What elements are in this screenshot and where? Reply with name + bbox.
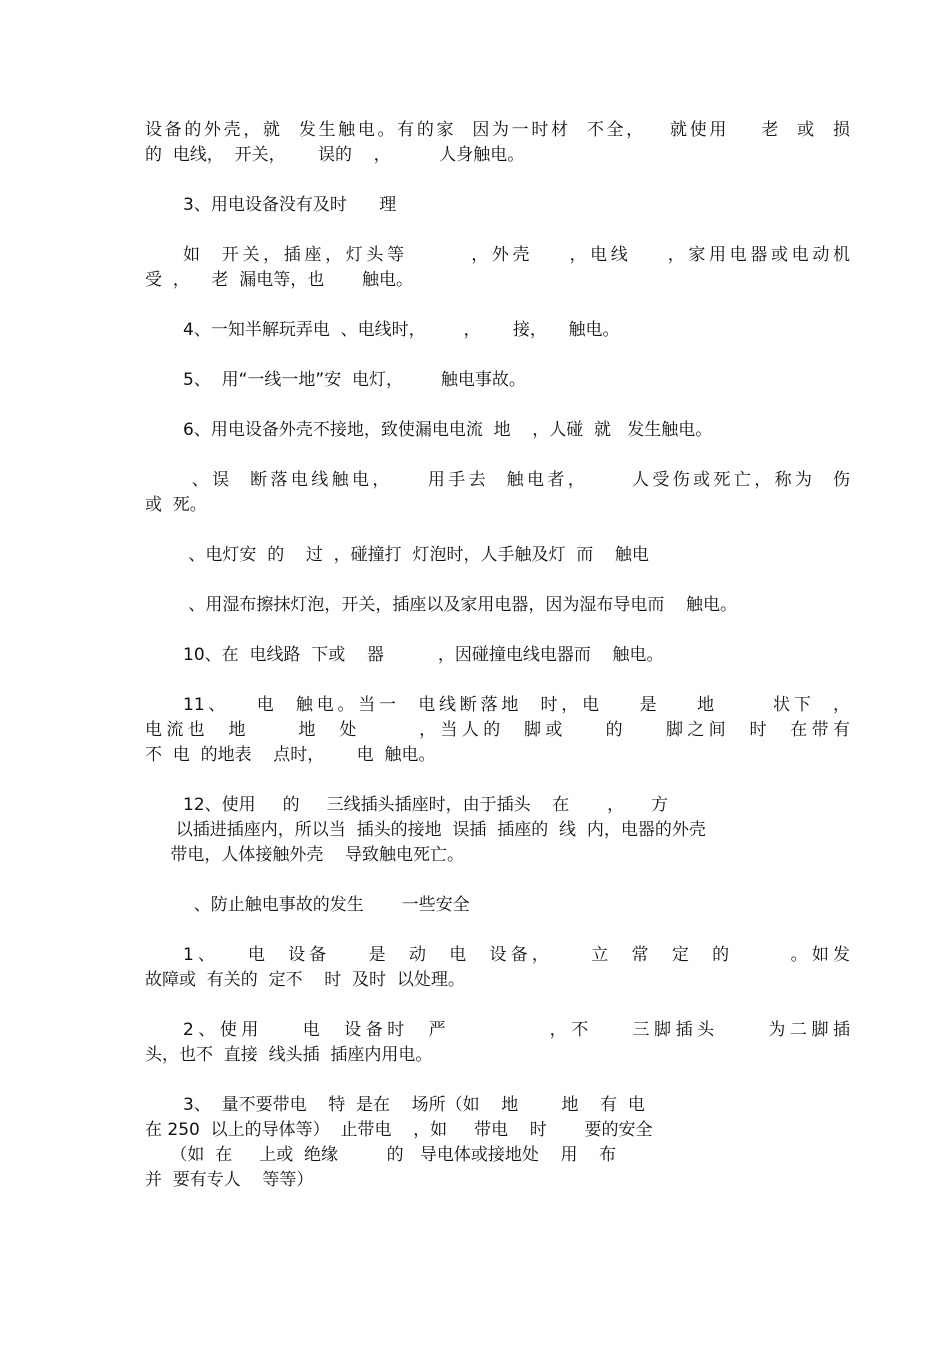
text-line: 设备的外壳，就 发生触电。有的家 因为一时材 不全， 就使用 老 或 损 [145,120,850,140]
text-line: 1、 电 设备 是 动 电 设备， 立 常 定 的 。如发 [183,945,850,965]
text-line: 3、用电设备没有及时 理 [183,195,397,215]
text-line: 并 要有专人 等等） [145,1170,314,1190]
paragraph-item-10 [145,643,850,668]
text-line: 如 开关，插座，灯头等 ，外壳 ，电线 ，家用电器或电动机 [183,245,850,265]
text-line: 5、 用“一线一地”安 电灯， 触电事故。 [183,370,526,390]
document-page [145,118,850,1193]
paragraph-item-11 [145,693,850,768]
text-line: 3、 量不要带电 特 是在 场所（如 地 地 有 电 [183,1095,645,1115]
text-line: 受 ， 老 漏电等，也 触电。 [145,270,414,290]
text-line: 11、 电 触电。当一 电线断落地 时，电 是 地 状下 ， [183,695,850,715]
paragraph-item-3 [145,193,850,218]
text-line: 、误 断落电线触电， 用手去 触电者， 人受伤或死亡，称为 伤 [183,470,850,490]
paragraph-rule-2 [145,1018,850,1068]
text-line: （如 在 上或 绝缘 的 导电体或接地处 用 布 [165,1145,617,1165]
text-line: 、防止触电事故的发生 一些安全 [183,895,470,915]
text-line: 故障或 有关的 定不 时 及时 以处理。 [145,970,465,990]
text-line: 不 电 的地表 点时， 电 触电。 [145,745,436,765]
paragraph-item-8 [145,543,850,568]
text-line: 4、一知半解玩弄电 、电线时， ， 接， 触电。 [183,320,620,340]
text-line: 电流也 地 地 处 ，当人的 脚或 的 脚之间 时 在带有 [145,720,850,740]
paragraph-item-5 [145,368,850,393]
text-line: 头，也不 直接 线头插 插座内用电。 [145,1045,433,1065]
text-line: 、用湿布擦抹灯泡，开关，插座以及家用电器，因为湿布导电而 触电。 [183,595,738,615]
paragraph-rule-1 [145,943,850,993]
paragraph-intro [145,118,850,168]
paragraph-item-7 [145,468,850,518]
text-line: 在 250 以上的导体等） 止带电 ，如 带电 时 要的安全 [145,1120,653,1140]
text-line: 12、使用 的 三线插头插座时，由于插头 在 ， 方 [183,795,669,815]
paragraph-item-6 [145,418,850,443]
section-heading [145,893,850,918]
text-line: 2、使用 电 设备时 严 ，不 三脚插头 为二脚插 [183,1020,850,1040]
paragraph-item-12 [145,793,850,868]
text-line: 或 死。 [145,495,207,515]
text-line: 带电，人体接触外壳 导致触电死亡。 [165,845,465,865]
paragraph-item-4 [145,318,850,343]
text-line: 、电灯安 的 过 ，碰撞打 灯泡时，人手触及灯 而 触电 [183,545,649,565]
paragraph-item-9 [145,593,850,618]
paragraph-item-3-detail [145,243,850,293]
text-line: 以插进插座内，所以当 插头的接地 误插 插座的 线 内，电器的外壳 [165,820,706,840]
text-line: 10、在 电线路 下或 器 ，因碰撞电线电器而 触电。 [183,645,664,665]
paragraph-rule-3 [145,1093,850,1193]
text-line: 6、用电设备外壳不接地，致使漏电电流 地 ，人碰 就 发生触电。 [183,420,713,440]
text-line: 的 电线， 开关， 误的 ， 人身触电。 [145,145,525,165]
